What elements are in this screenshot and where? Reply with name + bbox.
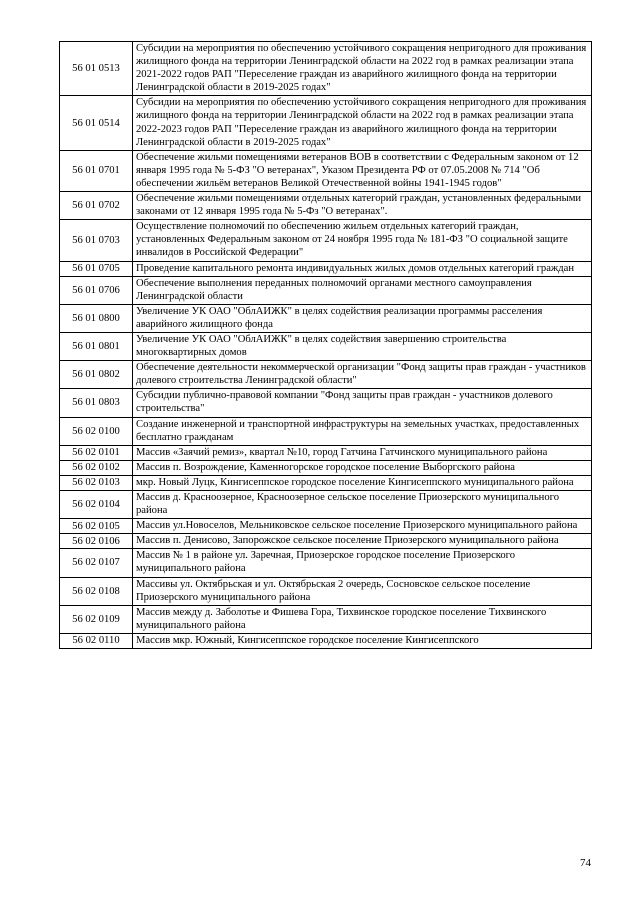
row-code: 56 01 0513 [60,42,133,96]
row-description: Массив № 1 в районе ул. Заречная, Приозерское городское поселение Приозерского муниципального района [133,549,592,577]
row-description: Массив мкр. Южный, Кингисеппское городское поселение Кингисеппского [133,633,592,648]
table-body [60,42,592,649]
row-description: Массив п. Возрождение, Каменногорское городское поселение Выборгского района [133,460,592,475]
row-description: Массив между д. Заболотье и Фишева Гора, Тихвинское городское поселение Тихвинского муниципального района [133,605,592,633]
table-row [60,332,592,360]
table-row [60,304,592,332]
row-description: Увеличение УК ОАО "ОблАИЖК" в целях содействия завершению строительства многоквартирных домов [133,332,592,360]
row-code: 56 02 0107 [60,549,133,577]
row-code: 56 02 0109 [60,605,133,633]
table-row [60,220,592,261]
row-code: 56 01 0802 [60,361,133,389]
row-description: Субсидии публично-правовой компании "Фонд защиты прав граждан - участников долевого строительства" [133,389,592,417]
row-description: Обеспечение жильми помещениями отдельных категорий граждан, установленных федеральными законами от 12 января 1995 года № 5-Фз "О ветеранах". [133,192,592,220]
row-code: 56 01 0514 [60,96,133,150]
row-description: Обеспечение деятельности некоммерческой организации "Фонд защиты прав граждан - участников долевого строительства Ленинградской области" [133,361,592,389]
table-row [60,519,592,534]
row-code: 56 01 0706 [60,276,133,304]
row-description: Обеспечение выполнения переданных полномочий органами местного самоуправления Ленинградской области [133,276,592,304]
table-row [60,389,592,417]
row-code: 56 01 0702 [60,192,133,220]
table-row [60,417,592,445]
table-row [60,633,592,648]
row-description: Проведение капитального ремонта индивидуальных жилых домов отдельных категорий граждан [133,261,592,276]
row-code: 56 01 0801 [60,332,133,360]
row-code: 56 01 0701 [60,150,133,191]
table-row [60,577,592,605]
row-description: Массив д. Красноозерное, Красноозерное сельское поселение Приозерского муниципального района [133,491,592,519]
row-code: 56 02 0101 [60,445,133,460]
table-row [60,445,592,460]
row-code: 56 02 0105 [60,519,133,534]
table-row [60,96,592,150]
table-row [60,605,592,633]
row-code: 56 01 0705 [60,261,133,276]
row-description: Обеспечение жильми помещениями ветеранов ВОВ в соответствии с Федеральным законом от 12 января 1995 года № 5-ФЗ "О ветеранах", Указом Президента РФ от 07.05.2008 № 714 "Об обеспечении жильём ветеранов Великой Отечественной войны 1941-1945 годов" [133,150,592,191]
table-row [60,150,592,191]
row-description: Субсидии на мероприятия по обеспечению устойчивого сокращения непригодного для проживания жилищного фонда на территории Ленинградской области на 2022 год в рамках реализации этапа 2021-2022 годов РАП "Переселение граждан из аварийного жилищного фонда на территории Ленинградской области в 2019-2025 годах" [133,42,592,96]
row-description: Создание инженерной и транспортной инфраструктуры на земельных участках, предоставленных бесплатно гражданам [133,417,592,445]
row-code: 56 01 0803 [60,389,133,417]
row-code: 56 02 0108 [60,577,133,605]
row-code: 56 02 0110 [60,633,133,648]
table-row [60,361,592,389]
table-row [60,549,592,577]
page-number: 74 [580,857,591,869]
row-description: Увеличение УК ОАО "ОблАИЖК" в целях содействия реализации программы расселения аварийного жилищного фонда [133,304,592,332]
row-code: 56 02 0100 [60,417,133,445]
table-row [60,475,592,490]
row-code: 56 02 0103 [60,475,133,490]
table-row [60,491,592,519]
row-description: Массив п. Денисово, Запорожское сельское поселение Приозерского муниципального района [133,534,592,549]
table-row [60,276,592,304]
row-code: 56 02 0104 [60,491,133,519]
table-row [60,261,592,276]
row-description: Массив «Заячий ремиз», квартал №10, город Гатчина Гатчинского муниципального района [133,445,592,460]
table-row [60,534,592,549]
table-row [60,460,592,475]
row-description: Массив ул.Новоселов, Мельниковское сельское поселение Приозерского муниципального района [133,519,592,534]
table-row [60,42,592,96]
row-description: мкр. Новый Луцк, Кингисеппское городское поселение Кингисеппского муниципального района [133,475,592,490]
table-row [60,192,592,220]
budget-classification-table [59,41,592,649]
row-code: 56 01 0703 [60,220,133,261]
row-description: Субсидии на мероприятия по обеспечению устойчивого сокращения непригодного для проживания жилищного фонда на территории Ленинградской области на 2022 год в рамках реализации этапа 2022-2023 годов РАП "Переселение граждан из аварийного жилищного фонда на территории Ленинградской области в 2019-2025 годах" [133,96,592,150]
row-code: 56 02 0102 [60,460,133,475]
row-code: 56 02 0106 [60,534,133,549]
row-code: 56 01 0800 [60,304,133,332]
row-description: Осуществление полномочий по обеспечению жильем отдельных категорий граждан, установленных Федеральным законом от 24 ноября 1995 года № 181-ФЗ "О социальной защите инвалидов в Российской Федерации" [133,220,592,261]
row-description: Массивы ул. Октябрьская и ул. Октябрьская 2 очередь, Сосновское сельское поселение Приозерского муниципального района [133,577,592,605]
